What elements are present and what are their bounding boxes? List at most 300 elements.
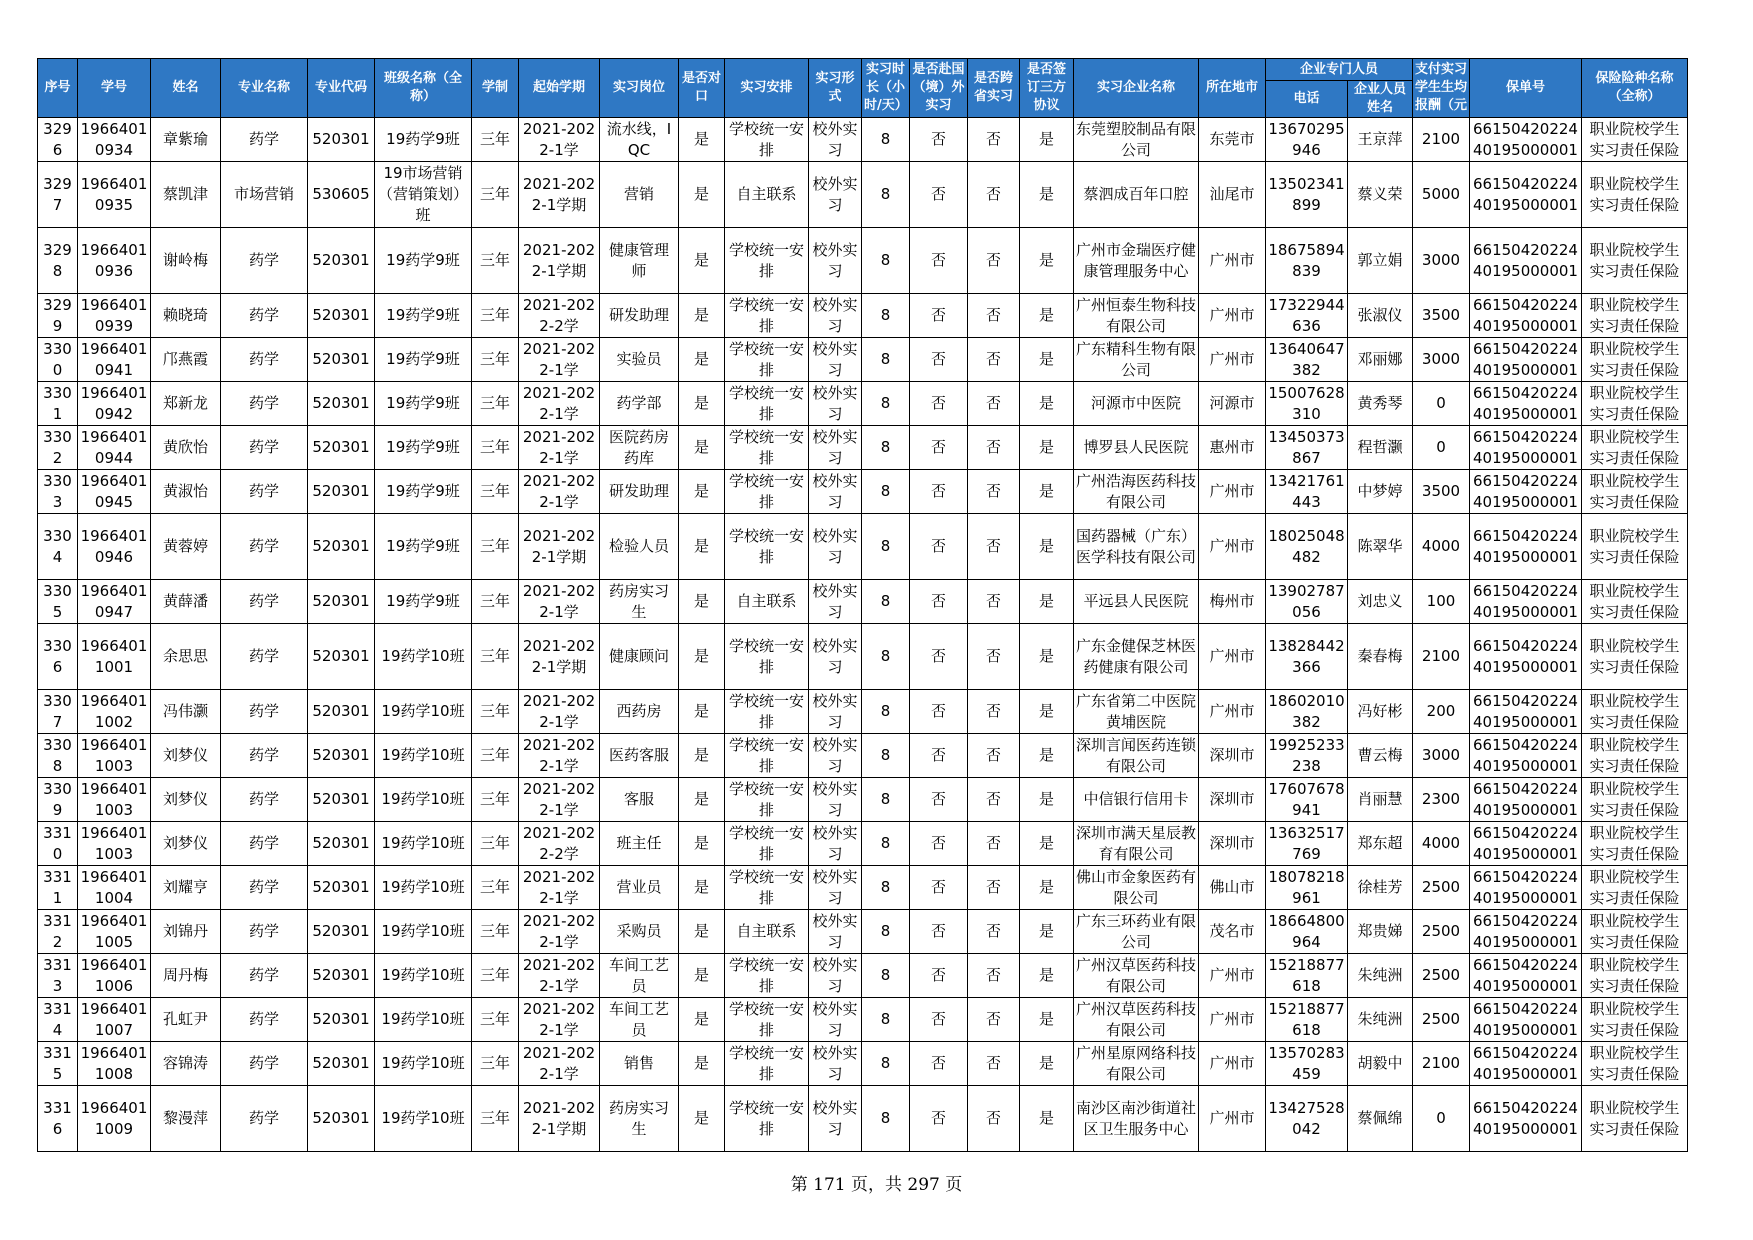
- cell-arrangement: 自主联系: [725, 580, 809, 624]
- table-row: [38, 998, 1688, 1042]
- cell-staff-name: 王京萍: [1348, 118, 1413, 162]
- cell-staff-name: 郑东超: [1348, 822, 1413, 866]
- cell-cross-province: 否: [968, 624, 1020, 690]
- cell-insurance: 职业院校学生实习责任保险: [1582, 778, 1688, 822]
- cell-matched: 是: [679, 778, 725, 822]
- table-row: [38, 382, 1688, 426]
- cell-position: 健康管理师: [600, 228, 679, 294]
- cell-abroad: 否: [910, 910, 968, 954]
- cell-duration: 三年: [472, 382, 519, 426]
- cell-seq: 3312: [38, 910, 78, 954]
- cell-duration: 三年: [472, 866, 519, 910]
- cell-cross-province: 否: [968, 382, 1020, 426]
- table-body: [38, 118, 1688, 1152]
- cell-major-code: 520301: [308, 228, 375, 294]
- cell-city: 茂名市: [1199, 910, 1266, 954]
- cell-duration: 三年: [472, 514, 519, 580]
- cell-student-id: 1966401 0944: [78, 426, 151, 470]
- table-row: [38, 580, 1688, 624]
- header-insurance: 保险险种名称（全称）: [1582, 59, 1688, 118]
- cell-form: 校外实习: [809, 338, 862, 382]
- cell-company: 广州汉草医药科技有限公司: [1074, 998, 1199, 1042]
- cell-matched: 是: [679, 118, 725, 162]
- cell-policy-no: 66150420224 40195000001: [1470, 734, 1582, 778]
- cell-company: 广州市金瑞医疗健康管理服务中心: [1074, 228, 1199, 294]
- cell-cross-province: 否: [968, 998, 1020, 1042]
- cell-major: 药学: [221, 690, 308, 734]
- cell-seq: 3313: [38, 954, 78, 998]
- cell-position: 研发助理: [600, 294, 679, 338]
- cell-student-id: 1966401 1005: [78, 910, 151, 954]
- cell-start-term: 2021-2022-1学: [519, 910, 600, 954]
- cell-company: 蔡泗成百年口腔: [1074, 162, 1199, 228]
- cell-position: 营销: [600, 162, 679, 228]
- cell-student-id: 1966401 1003: [78, 734, 151, 778]
- cell-insurance: 职业院校学生实习责任保险: [1582, 338, 1688, 382]
- cell-form: 校外实习: [809, 470, 862, 514]
- cell-arrangement: 学校统一安排: [725, 954, 809, 998]
- cell-staff-name: 曹云梅: [1348, 734, 1413, 778]
- cell-hours: 8: [862, 778, 910, 822]
- cell-arrangement: 学校统一安排: [725, 734, 809, 778]
- cell-form: 校外实习: [809, 954, 862, 998]
- cell-position: 药房实习生: [600, 1086, 679, 1152]
- cell-form: 校外实习: [809, 822, 862, 866]
- cell-class-name: 19药学9班: [375, 294, 472, 338]
- cell-pay: 2500: [1413, 866, 1470, 910]
- cell-city: 广州市: [1199, 998, 1266, 1042]
- cell-insurance: 职业院校学生实习责任保险: [1582, 954, 1688, 998]
- cell-name: 冯伟灏: [151, 690, 221, 734]
- cell-cross-province: 否: [968, 1086, 1020, 1152]
- cell-insurance: 职业院校学生实习责任保险: [1582, 580, 1688, 624]
- cell-duration: 三年: [472, 822, 519, 866]
- cell-company: 广州恒泰生物科技有限公司: [1074, 294, 1199, 338]
- cell-company: 东莞塑胶制品有限公司: [1074, 118, 1199, 162]
- cell-hours: 8: [862, 338, 910, 382]
- cell-pay: 3000: [1413, 228, 1470, 294]
- cell-name: 邝燕霞: [151, 338, 221, 382]
- cell-position: 车间工艺员: [600, 954, 679, 998]
- cell-position: 采购员: [600, 910, 679, 954]
- cell-seq: 3296: [38, 118, 78, 162]
- cell-pay: 0: [1413, 1086, 1470, 1152]
- cell-hours: 8: [862, 1042, 910, 1086]
- cell-insurance: 职业院校学生实习责任保险: [1582, 118, 1688, 162]
- cell-insurance: 职业院校学生实习责任保险: [1582, 866, 1688, 910]
- cell-matched: 是: [679, 382, 725, 426]
- cell-policy-no: 66150420224 40195000001: [1470, 866, 1582, 910]
- cell-name: 周丹梅: [151, 954, 221, 998]
- cell-pay: 2500: [1413, 998, 1470, 1042]
- cell-major-code: 520301: [308, 954, 375, 998]
- cell-hours: 8: [862, 228, 910, 294]
- cell-name: 刘锦丹: [151, 910, 221, 954]
- cell-city: 河源市: [1199, 382, 1266, 426]
- cell-pay: 3500: [1413, 470, 1470, 514]
- cell-staff-name: 徐桂芳: [1348, 866, 1413, 910]
- cell-hours: 8: [862, 382, 910, 426]
- cell-position: 健康顾问: [600, 624, 679, 690]
- cell-seq: 3307: [38, 690, 78, 734]
- cell-name: 孔虹尹: [151, 998, 221, 1042]
- header-company-staff-group: 企业专门人员: [1266, 59, 1413, 81]
- cell-name: 黄淑怡: [151, 470, 221, 514]
- cell-form: 校外实习: [809, 998, 862, 1042]
- cell-phone: 13902787 056: [1266, 580, 1348, 624]
- cell-seq: 3306: [38, 624, 78, 690]
- cell-start-term: 2021-2022-1学: [519, 954, 600, 998]
- cell-pay: 100: [1413, 580, 1470, 624]
- cell-start-term: 2021-2022-1学: [519, 998, 600, 1042]
- cell-company: 国药器械（广东）医学科技有限公司: [1074, 514, 1199, 580]
- cell-staff-name: 朱纯洲: [1348, 998, 1413, 1042]
- cell-name: 余思思: [151, 624, 221, 690]
- cell-student-id: 1966401 1008: [78, 1042, 151, 1086]
- header-city: 所在地市: [1199, 59, 1266, 118]
- cell-insurance: 职业院校学生实习责任保险: [1582, 1086, 1688, 1152]
- cell-staff-name: 邓丽娜: [1348, 338, 1413, 382]
- header-company: 实习企业名称: [1074, 59, 1199, 118]
- cell-hours: 8: [862, 1086, 910, 1152]
- cell-hours: 8: [862, 294, 910, 338]
- cell-tripartite: 是: [1020, 954, 1074, 998]
- cell-pay: 3000: [1413, 734, 1470, 778]
- cell-pay: 200: [1413, 690, 1470, 734]
- cell-start-term: 2021-2022-1学期: [519, 514, 600, 580]
- cell-major-code: 520301: [308, 382, 375, 426]
- cell-tripartite: 是: [1020, 580, 1074, 624]
- cell-phone: 13450373 867: [1266, 426, 1348, 470]
- cell-major: 药学: [221, 1042, 308, 1086]
- cell-company: 深圳言闻医药连锁有限公司: [1074, 734, 1199, 778]
- cell-abroad: 否: [910, 382, 968, 426]
- cell-start-term: 2021-2022-1学: [519, 118, 600, 162]
- cell-position: 西药房: [600, 690, 679, 734]
- cell-matched: 是: [679, 426, 725, 470]
- cell-city: 梅州市: [1199, 580, 1266, 624]
- cell-student-id: 1966401 0946: [78, 514, 151, 580]
- table-row: [38, 954, 1688, 998]
- cell-seq: 3304: [38, 514, 78, 580]
- cell-major-code: 520301: [308, 118, 375, 162]
- cell-tripartite: 是: [1020, 1042, 1074, 1086]
- table-row: [38, 118, 1688, 162]
- cell-start-term: 2021-2022-1学期: [519, 228, 600, 294]
- cell-major: 药学: [221, 866, 308, 910]
- cell-staff-name: 秦春梅: [1348, 624, 1413, 690]
- cell-major: 药学: [221, 118, 308, 162]
- cell-name: 刘梦仪: [151, 734, 221, 778]
- cell-cross-province: 否: [968, 162, 1020, 228]
- cell-start-term: 2021-2022-1学: [519, 426, 600, 470]
- cell-abroad: 否: [910, 162, 968, 228]
- cell-class-name: 19药学9班: [375, 338, 472, 382]
- cell-start-term: 2021-2022-1学: [519, 866, 600, 910]
- cell-arrangement: 学校统一安排: [725, 866, 809, 910]
- cell-matched: 是: [679, 998, 725, 1042]
- header-class-name: 班级名称（全称）: [375, 59, 472, 118]
- cell-policy-no: 66150420224 40195000001: [1470, 580, 1582, 624]
- cell-hours: 8: [862, 118, 910, 162]
- cell-seq: 3310: [38, 822, 78, 866]
- cell-major-code: 520301: [308, 426, 375, 470]
- cell-duration: 三年: [472, 1042, 519, 1086]
- cell-arrangement: 学校统一安排: [725, 338, 809, 382]
- cell-policy-no: 66150420224 40195000001: [1470, 998, 1582, 1042]
- cell-policy-no: 66150420224 40195000001: [1470, 1086, 1582, 1152]
- cell-major: 药学: [221, 338, 308, 382]
- cell-abroad: 否: [910, 580, 968, 624]
- cell-major: 药学: [221, 734, 308, 778]
- cell-duration: 三年: [472, 470, 519, 514]
- cell-class-name: 19药学9班: [375, 382, 472, 426]
- internship-table: [37, 58, 1688, 1152]
- cell-duration: 三年: [472, 690, 519, 734]
- cell-student-id: 1966401 0941: [78, 338, 151, 382]
- cell-arrangement: 学校统一安排: [725, 426, 809, 470]
- cell-seq: 3316: [38, 1086, 78, 1152]
- cell-phone: 18078218 961: [1266, 866, 1348, 910]
- table-row: [38, 1086, 1688, 1152]
- cell-phone: 18675894 839: [1266, 228, 1348, 294]
- cell-policy-no: 66150420224 40195000001: [1470, 910, 1582, 954]
- cell-abroad: 否: [910, 228, 968, 294]
- header-major: 专业名称: [221, 59, 308, 118]
- cell-seq: 3308: [38, 734, 78, 778]
- cell-tripartite: 是: [1020, 228, 1074, 294]
- header-major-code: 专业代码: [308, 59, 375, 118]
- cell-major: 药学: [221, 1086, 308, 1152]
- cell-duration: 三年: [472, 338, 519, 382]
- cell-pay: 3000: [1413, 338, 1470, 382]
- cell-student-id: 1966401 1009: [78, 1086, 151, 1152]
- cell-major: 药学: [221, 294, 308, 338]
- cell-major-code: 520301: [308, 998, 375, 1042]
- cell-matched: 是: [679, 162, 725, 228]
- cell-city: 广州市: [1199, 1086, 1266, 1152]
- cell-insurance: 职业院校学生实习责任保险: [1582, 734, 1688, 778]
- cell-pay: 2100: [1413, 118, 1470, 162]
- cell-name: 黎漫萍: [151, 1086, 221, 1152]
- cell-start-term: 2021-2022-2学: [519, 822, 600, 866]
- cell-pay: 2100: [1413, 624, 1470, 690]
- cell-student-id: 1966401 0942: [78, 382, 151, 426]
- cell-position: 医院药房药库: [600, 426, 679, 470]
- cell-city: 深圳市: [1199, 822, 1266, 866]
- cell-policy-no: 66150420224 40195000001: [1470, 338, 1582, 382]
- cell-company: 广东金健保芝林医药健康有限公司: [1074, 624, 1199, 690]
- cell-matched: 是: [679, 690, 725, 734]
- header-form: 实习形式: [809, 59, 862, 118]
- cell-seq: 3302: [38, 426, 78, 470]
- cell-tripartite: 是: [1020, 624, 1074, 690]
- cell-cross-province: 否: [968, 514, 1020, 580]
- cell-form: 校外实习: [809, 778, 862, 822]
- cell-insurance: 职业院校学生实习责任保险: [1582, 1042, 1688, 1086]
- cell-hours: 8: [862, 866, 910, 910]
- cell-matched: 是: [679, 624, 725, 690]
- cell-phone: 17322944 636: [1266, 294, 1348, 338]
- table-row: [38, 228, 1688, 294]
- cell-duration: 三年: [472, 228, 519, 294]
- cell-phone: 15218877 618: [1266, 954, 1348, 998]
- cell-phone: 13502341 899: [1266, 162, 1348, 228]
- cell-major: 药学: [221, 624, 308, 690]
- cell-tripartite: 是: [1020, 118, 1074, 162]
- cell-abroad: 否: [910, 734, 968, 778]
- cell-form: 校外实习: [809, 580, 862, 624]
- cell-seq: 3305: [38, 580, 78, 624]
- cell-pay: 5000: [1413, 162, 1470, 228]
- cell-insurance: 职业院校学生实习责任保险: [1582, 162, 1688, 228]
- cell-staff-name: 黄秀琴: [1348, 382, 1413, 426]
- cell-policy-no: 66150420224 40195000001: [1470, 514, 1582, 580]
- cell-hours: 8: [862, 624, 910, 690]
- cell-city: 广州市: [1199, 1042, 1266, 1086]
- cell-tripartite: 是: [1020, 426, 1074, 470]
- header-duration: 学制: [472, 59, 519, 118]
- cell-major-code: 520301: [308, 778, 375, 822]
- header-policy-no: 保单号: [1470, 59, 1582, 118]
- cell-class-name: 19药学9班: [375, 118, 472, 162]
- header-hours: 实习时长（小时/天）: [862, 59, 910, 118]
- cell-staff-name: 郑贵娣: [1348, 910, 1413, 954]
- header-matched: 是否对口: [679, 59, 725, 118]
- cell-major: 市场营销: [221, 162, 308, 228]
- cell-matched: 是: [679, 294, 725, 338]
- cell-major: 药学: [221, 822, 308, 866]
- cell-major-code: 520301: [308, 690, 375, 734]
- cell-position: 车间工艺员: [600, 998, 679, 1042]
- cell-staff-name: 朱纯洲: [1348, 954, 1413, 998]
- cell-policy-no: 66150420224 40195000001: [1470, 162, 1582, 228]
- table-row: [38, 426, 1688, 470]
- cell-arrangement: 学校统一安排: [725, 228, 809, 294]
- cell-seq: 3303: [38, 470, 78, 514]
- cell-abroad: 否: [910, 998, 968, 1042]
- cell-hours: 8: [862, 470, 910, 514]
- cell-hours: 8: [862, 998, 910, 1042]
- cell-duration: 三年: [472, 118, 519, 162]
- cell-position: 药房实习生: [600, 580, 679, 624]
- cell-major: 药学: [221, 778, 308, 822]
- cell-position: 销售: [600, 1042, 679, 1086]
- table-row: [38, 338, 1688, 382]
- cell-class-name: 19市场营销（营销策划）班: [375, 162, 472, 228]
- cell-policy-no: 66150420224 40195000001: [1470, 118, 1582, 162]
- cell-form: 校外实习: [809, 162, 862, 228]
- cell-city: 广州市: [1199, 470, 1266, 514]
- cell-tripartite: 是: [1020, 294, 1074, 338]
- cell-major: 药学: [221, 382, 308, 426]
- cell-insurance: 职业院校学生实习责任保险: [1582, 514, 1688, 580]
- cell-start-term: 2021-2022-1学期: [519, 624, 600, 690]
- cell-duration: 三年: [472, 954, 519, 998]
- cell-seq: 3315: [38, 1042, 78, 1086]
- cell-major-code: 520301: [308, 514, 375, 580]
- cell-matched: 是: [679, 866, 725, 910]
- cell-position: 药学部: [600, 382, 679, 426]
- cell-policy-no: 66150420224 40195000001: [1470, 690, 1582, 734]
- cell-cross-province: 否: [968, 580, 1020, 624]
- cell-tripartite: 是: [1020, 1086, 1074, 1152]
- cell-abroad: 否: [910, 426, 968, 470]
- cell-hours: 8: [862, 514, 910, 580]
- cell-company: 南沙区南沙街道社区卫生服务中心: [1074, 1086, 1199, 1152]
- cell-duration: 三年: [472, 580, 519, 624]
- cell-company: 广东省第二中医院黄埔医院: [1074, 690, 1199, 734]
- cell-pay: 4000: [1413, 822, 1470, 866]
- cell-insurance: 职业院校学生实习责任保险: [1582, 470, 1688, 514]
- cell-form: 校外实习: [809, 228, 862, 294]
- header-position: 实习岗位: [600, 59, 679, 118]
- cell-major: 药学: [221, 426, 308, 470]
- cell-seq: 3300: [38, 338, 78, 382]
- cell-name: 谢岭梅: [151, 228, 221, 294]
- cell-seq: 3301: [38, 382, 78, 426]
- cell-form: 校外实习: [809, 1086, 862, 1152]
- table-row: [38, 624, 1688, 690]
- cell-seq: 3297: [38, 162, 78, 228]
- cell-form: 校外实习: [809, 382, 862, 426]
- cell-form: 校外实习: [809, 910, 862, 954]
- header-staff-name: 企业人员姓名: [1348, 81, 1413, 118]
- cell-form: 校外实习: [809, 690, 862, 734]
- cell-student-id: 1966401 0945: [78, 470, 151, 514]
- cell-major-code: 520301: [308, 822, 375, 866]
- cell-name: 容锦涛: [151, 1042, 221, 1086]
- cell-cross-province: 否: [968, 470, 1020, 514]
- cell-policy-no: 66150420224 40195000001: [1470, 294, 1582, 338]
- cell-start-term: 2021-2022-1学: [519, 338, 600, 382]
- cell-cross-province: 否: [968, 690, 1020, 734]
- cell-phone: 13427528 042: [1266, 1086, 1348, 1152]
- cell-tripartite: 是: [1020, 778, 1074, 822]
- cell-student-id: 1966401 1007: [78, 998, 151, 1042]
- cell-pay: 2100: [1413, 1042, 1470, 1086]
- cell-staff-name: 程哲灏: [1348, 426, 1413, 470]
- cell-class-name: 19药学10班: [375, 734, 472, 778]
- cell-abroad: 否: [910, 778, 968, 822]
- table-row: [38, 294, 1688, 338]
- cell-abroad: 否: [910, 1042, 968, 1086]
- cell-policy-no: 66150420224 40195000001: [1470, 624, 1582, 690]
- table-row: [38, 1042, 1688, 1086]
- cell-duration: 三年: [472, 624, 519, 690]
- header-phone: 电话: [1266, 81, 1348, 118]
- table-row: [38, 822, 1688, 866]
- cell-class-name: 19药学9班: [375, 426, 472, 470]
- cell-city: 深圳市: [1199, 778, 1266, 822]
- cell-form: 校外实习: [809, 624, 862, 690]
- cell-position: 医药客服: [600, 734, 679, 778]
- cell-form: 校外实习: [809, 1042, 862, 1086]
- cell-cross-province: 否: [968, 734, 1020, 778]
- cell-arrangement: 学校统一安排: [725, 118, 809, 162]
- cell-insurance: 职业院校学生实习责任保险: [1582, 426, 1688, 470]
- cell-policy-no: 66150420224 40195000001: [1470, 778, 1582, 822]
- cell-staff-name: 蔡佩绵: [1348, 1086, 1413, 1152]
- cell-major-code: 520301: [308, 1086, 375, 1152]
- cell-phone: 15007628 310: [1266, 382, 1348, 426]
- cell-insurance: 职业院校学生实习责任保险: [1582, 228, 1688, 294]
- cell-major: 药学: [221, 998, 308, 1042]
- cell-matched: 是: [679, 470, 725, 514]
- cell-tripartite: 是: [1020, 910, 1074, 954]
- cell-major-code: 520301: [308, 1042, 375, 1086]
- cell-company: 深圳市满天星辰教育有限公司: [1074, 822, 1199, 866]
